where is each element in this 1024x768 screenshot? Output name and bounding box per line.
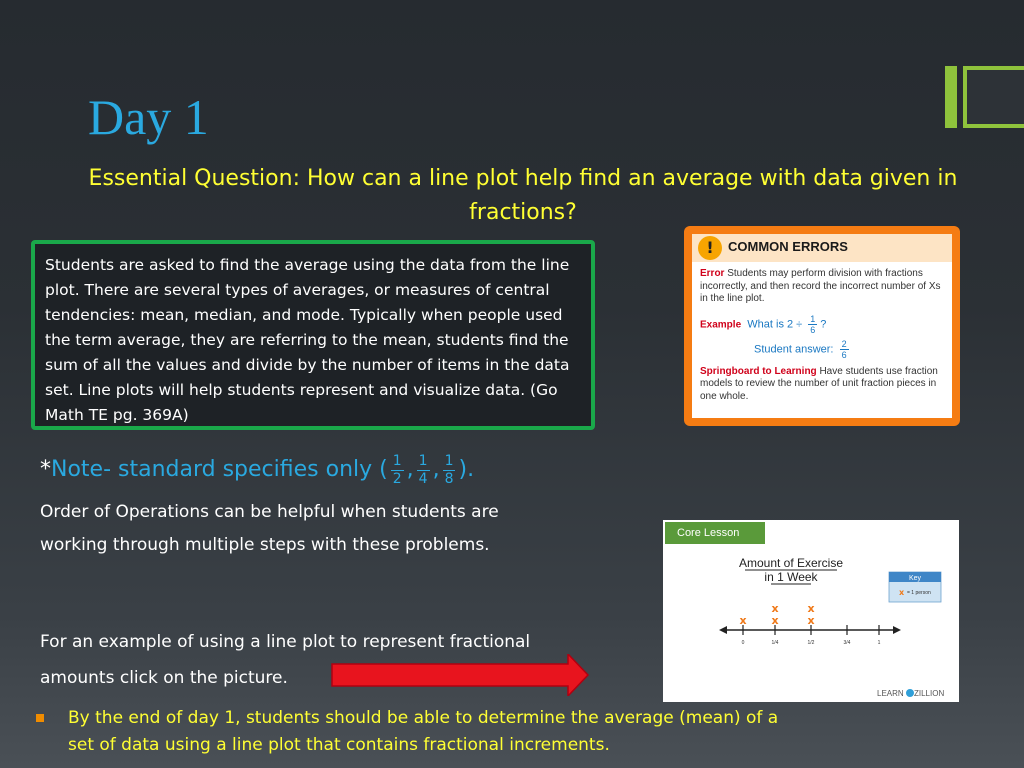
info-box-text: Students are asked to find the average using the data from the line plot. There are several types of averages, or measures of central tendencies: mean, median, and mode. Typically when people used the term average, they are referring to the mean, students find the sum of all the values and divide by the number of items in the data set. Line plots will help students represent and visualize data. (Go Math TE pg. 369A) [45,256,570,424]
tick-label: 1/4 [771,640,779,646]
plot-x-marks [739,602,814,627]
x-mark: x [771,614,779,627]
red-arrow-icon [330,654,590,696]
student-answer-fraction: $\frac{2}{6}$ [841,338,847,360]
number-line-ticks [742,625,881,646]
brand-learn: LEARN [877,689,904,698]
essential-question: Essential Question: How can a line plot help find an average with data given in fractions? [88,166,958,225]
key-x-icon: x [899,588,905,597]
error-label: Error [700,268,725,279]
brand-logo-icon [906,689,914,697]
x-mark: x [807,614,815,627]
line-plot-example-picture[interactable] [663,520,959,702]
brand-zillion: ZILLION [914,689,945,698]
springboard-text: Have students use fraction models to review the number of unit fraction pieces in one whole. [700,365,938,402]
slide-title: Day 1 [88,89,209,145]
warning-icon: ! [698,236,722,260]
example-question: What is 2 ÷ [747,317,803,330]
x-mark: x [739,614,747,627]
fraction-half: $\frac{1}{2}$ [392,452,402,487]
fraction-quarter: $\frac{1}{4}$ [418,452,428,487]
example-fraction: $\frac{1}{6}$ [810,313,816,335]
springboard-label: Springboard to Learning [700,365,817,377]
objective-bullet [36,705,796,759]
plot-title-line1: Amount of Exercise [738,556,844,570]
core-lesson-tab: Core Lesson [665,522,765,544]
tick-label: 3/4 [843,640,851,646]
fraction-eighth: $\frac{1}{8}$ [444,452,454,487]
decorative-green-bars [945,66,1024,128]
bullet-square-icon [36,714,44,722]
example-instruction-text: For an example of using a line plot to represent fractional amounts click on the picture. [40,632,531,688]
note-sep: , [432,457,440,482]
note-star: * [40,457,51,482]
line-plot-illustration [663,520,959,702]
note-text: Note- standard specifies only ( [51,457,388,482]
tick-label: 1 [877,640,881,646]
order-of-operations-text: Order of Operations can be helpful when students are working through multiple steps with these problems. [40,502,499,555]
tick-label: 0 [741,640,745,646]
key-title: Key [908,575,922,582]
note-sep: , [406,457,414,482]
note-end: ). [458,457,475,482]
error-text: Students may perform division with fractions incorrectly, and then record the incorrect number of Xs in the line plot. [700,268,941,304]
plot-title-line2: in 1 Week [764,570,818,584]
key-label: = 1 person [907,590,931,596]
info-box [31,240,595,430]
tick-label: 1/2 [807,640,815,646]
example-label: Example [700,318,742,330]
objective-text: By the end of day 1, students should be able to determine the average (mean) of a set of data using a line plot that contains fractional increments. [68,708,779,755]
common-errors-image [684,226,960,426]
common-errors-header: COMMON ERRORS [728,239,848,254]
standard-note [40,440,474,500]
example-q-end: ? [820,317,827,330]
x-mark: x [771,602,779,615]
student-answer-label: Student answer: [754,342,834,355]
x-mark: x [807,602,815,615]
